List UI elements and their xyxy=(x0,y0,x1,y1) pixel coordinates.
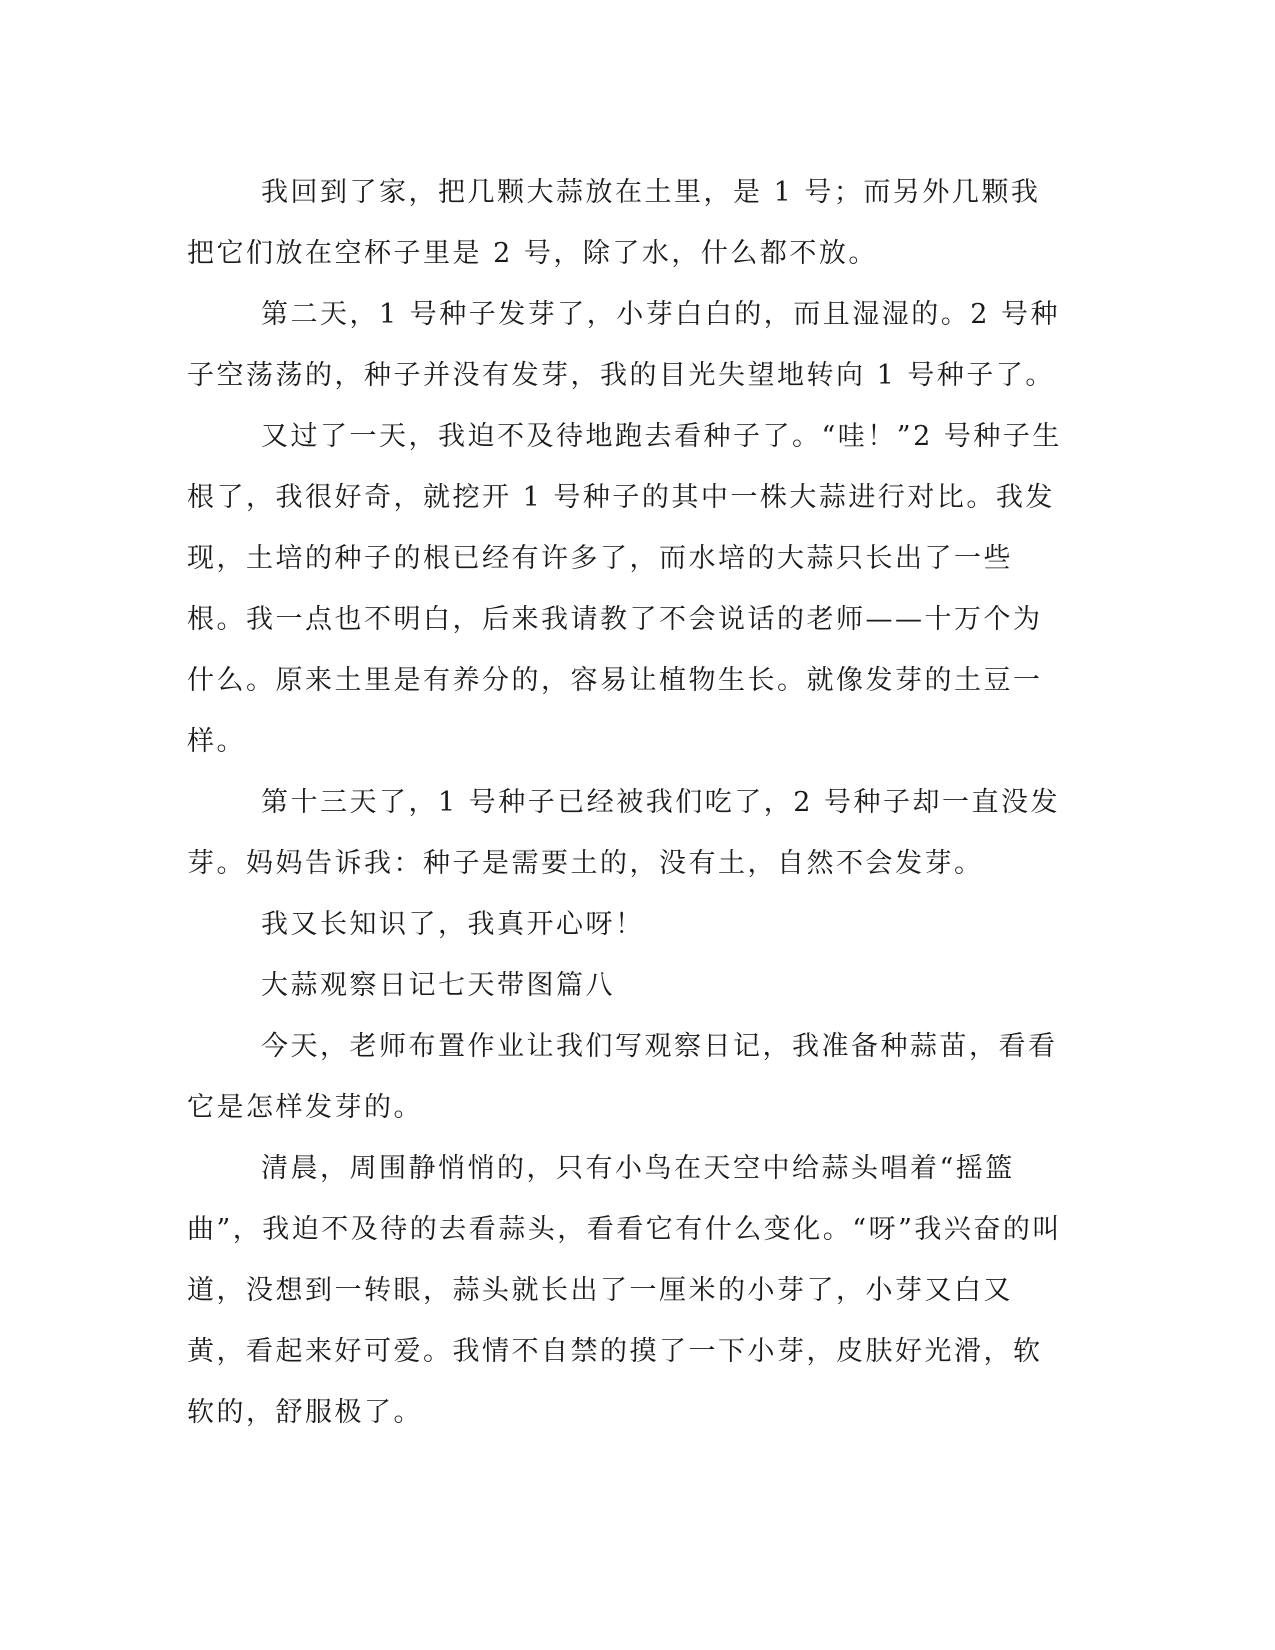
paragraph-assignment: 今天，老师布置作业让我们写观察日记，我准备种蒜苗，看看它是怎样发芽的。 xyxy=(187,1031,1058,1123)
paragraph-day-two: 第二天，1 号种子发芽了，小芽白白的，而且湿湿的。2 号种子空荡荡的，种子并没有发芽，我的目光失望地转向 1 号种子了。 xyxy=(187,299,1061,391)
paragraph-day-thirteen: 第十三天了，1 号种子已经被我们吃了，2 号种子却一直没发芽。妈妈告诉我：种子是需要土的，没有土，自然不会发芽。 xyxy=(187,787,1061,879)
paragraph-day-three: 又过了一天，我迫不及待地跑去看种子了。“哇！”2 号种子生根了，我很好奇，就挖开 1 号种子的其中一株大蒜进行对比。我发现，土培的种子的根已经有许多了，而水培的大蒜只长出了一些根。我一点也不明白，后来我请教了不会说话的老师——十万个为什么。原来土里是有养分的，容易让植物生长。就像发芽的土豆一样。 xyxy=(187,421,1062,757)
document-body xyxy=(187,162,1067,1443)
paragraph-conclusion: 我又长知识了，我真开心呀！ xyxy=(261,909,645,940)
section-heading: 大蒜观察日记七天带图篇八 xyxy=(261,970,615,1001)
paragraph-morning: 清晨，周围静悄悄的，只有小鸟在天空中给蒜头唱着“摇篮曲”，我迫不及待的去看蒜头，看看它有什么变化。“呀”我兴奋的叫道，没想到一转眼，蒜头就长出了一厘米的小芽了，小芽又白又黄，看起来好可爱。我情不自禁的摸了一下小芽，皮肤好光滑，软软的，舒服极了。 xyxy=(187,1153,1062,1428)
paragraph-planting: 我回到了家，把几颗大蒜放在土里，是 1 号；而另外几颗我把它们放在空杯子里是 2 号，除了水，什么都不放。 xyxy=(187,177,1041,269)
